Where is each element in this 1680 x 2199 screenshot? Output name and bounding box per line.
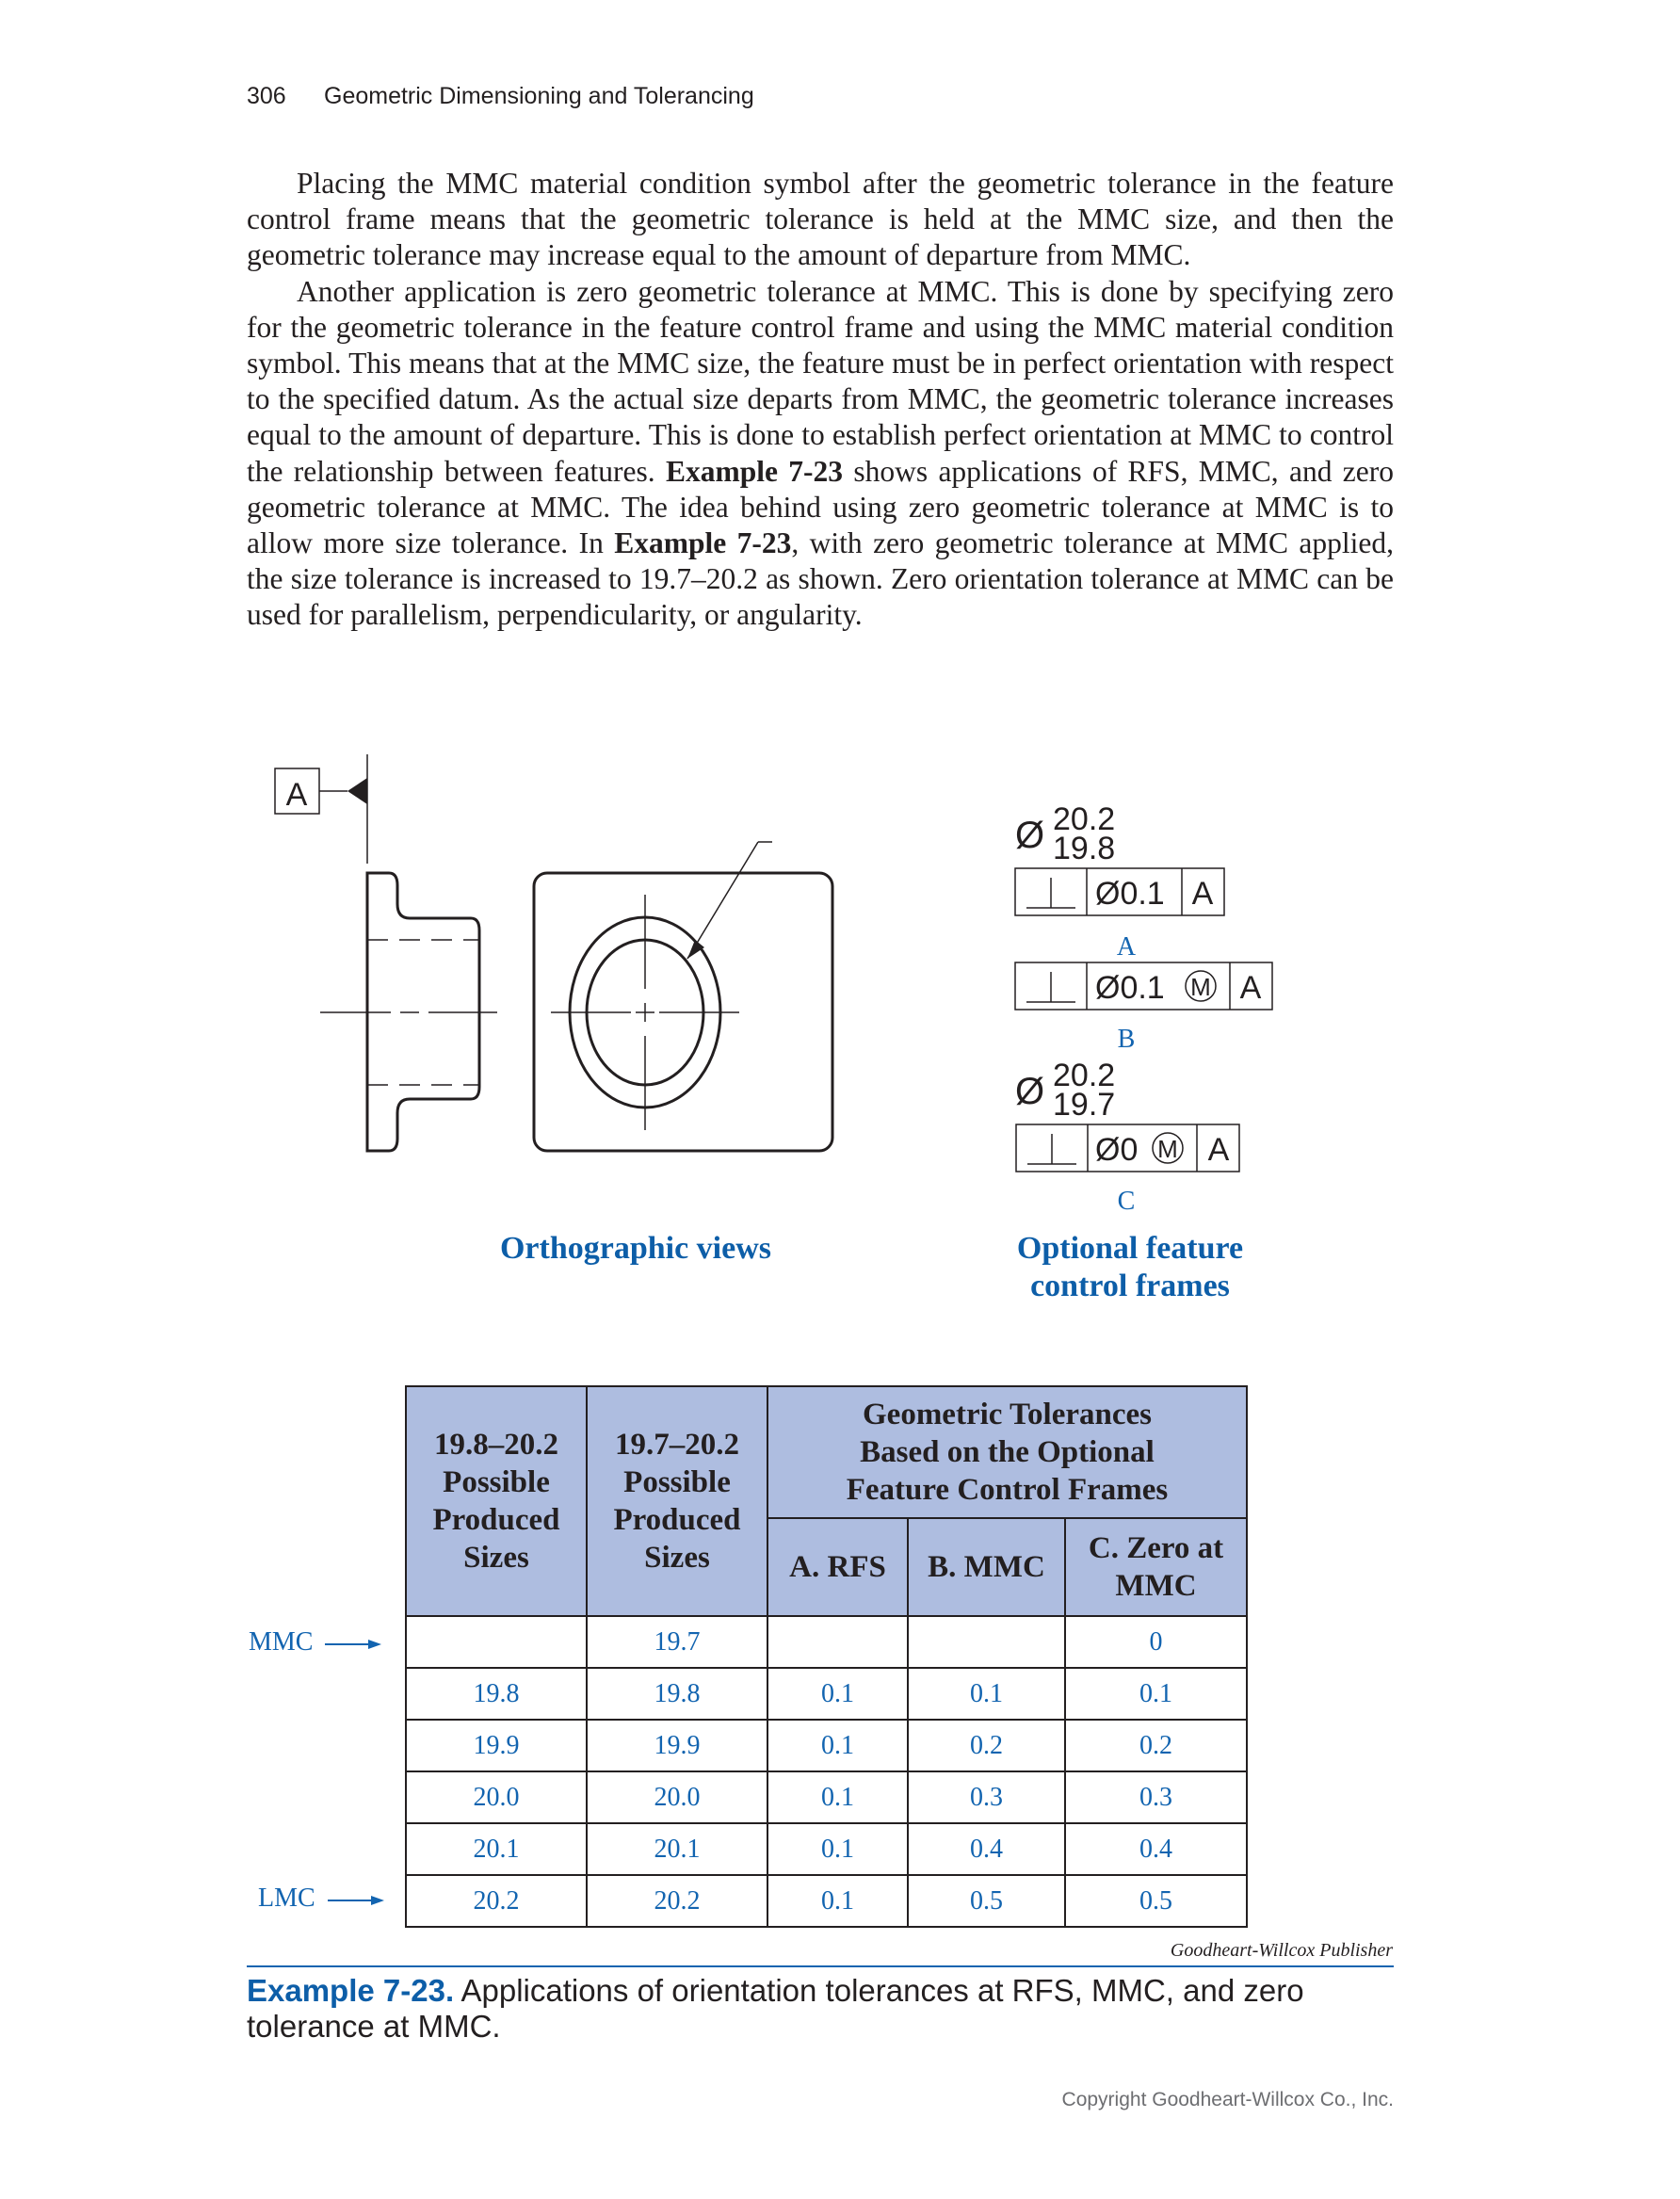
tolerance-table xyxy=(405,1385,1248,1928)
svg-text:Ø0.1: Ø0.1 xyxy=(1095,970,1165,1006)
table-row: 20.0 20.0 0.1 0.3 0.3 xyxy=(406,1771,1247,1823)
example-reference: Example 7-23 xyxy=(665,454,844,488)
mmc-side-label: MMC xyxy=(249,1627,381,1657)
header-rfs: A. RFS xyxy=(767,1518,908,1616)
lmc-side-label: LMC xyxy=(258,1884,384,1914)
header-zero-at-mmc: C. Zero at MMC xyxy=(1065,1518,1247,1616)
arrow-right-icon xyxy=(325,1638,381,1651)
frame-label-c: C xyxy=(1117,1187,1136,1216)
header-col2: 19.7–20.2 Possible Produced Sizes xyxy=(587,1386,767,1616)
copyright-footer: Copyright Goodheart-Willcox Co., Inc. xyxy=(1061,2089,1394,2110)
paragraph-1: Placing the MMC material condition symbol after the geometric tolerance in the feature control frame means that the geometric tolerance is held at the MMC size, and then the geometric tolerance may increase equal to the amount of departure from MMC. xyxy=(247,167,1394,272)
caption-orthographic-views: Orthographic views xyxy=(499,1231,772,1266)
feature-control-frames xyxy=(1015,801,1272,1172)
size-dimension-1 xyxy=(1015,801,1115,866)
example-reference: Example 7-23 xyxy=(614,526,792,560)
datum-feature-symbol xyxy=(275,754,367,864)
svg-text:M: M xyxy=(1157,1135,1178,1163)
table-row: 19.7 0 xyxy=(406,1616,1247,1668)
front-view xyxy=(534,842,832,1151)
svg-text:A: A xyxy=(1191,876,1214,912)
figure-caption xyxy=(247,1973,1394,2045)
svg-text:A: A xyxy=(1239,970,1262,1006)
perpendicularity-icon xyxy=(1026,878,1075,908)
header-group: Geometric Tolerances Based on the Optional Feature Control Frames xyxy=(767,1386,1247,1518)
table-row: 20.2 20.2 0.1 0.5 0.5 xyxy=(406,1875,1247,1927)
feature-control-frame-c xyxy=(1016,1124,1239,1172)
table-row: 20.1 20.1 0.1 0.4 0.4 xyxy=(406,1823,1247,1875)
svg-text:20.2: 20.2 xyxy=(1053,1058,1116,1093)
table-row: 19.8 19.8 0.1 0.1 0.1 xyxy=(406,1668,1247,1720)
svg-text:Ø0: Ø0 xyxy=(1095,1132,1139,1168)
svg-text:20.2: 20.2 xyxy=(1053,801,1116,837)
arrow-right-icon xyxy=(328,1894,384,1907)
size-dimension-2 xyxy=(1015,1058,1115,1123)
diameter-symbol: Ø xyxy=(1015,1071,1045,1112)
side-view xyxy=(320,873,497,1151)
perpendicularity-icon xyxy=(1026,972,1075,1002)
feature-control-frame-a xyxy=(1015,868,1224,915)
header-col1: 19.8–20.2 Possible Produced Sizes xyxy=(406,1386,587,1616)
frame-label-b: B xyxy=(1117,1025,1136,1054)
svg-text:Ø0.1: Ø0.1 xyxy=(1095,876,1165,912)
diameter-symbol: Ø xyxy=(1015,815,1045,856)
table-row: 19.9 19.9 0.1 0.2 0.2 xyxy=(406,1720,1247,1771)
perpendicularity-icon xyxy=(1027,1134,1076,1164)
page-number: 306 xyxy=(247,83,286,109)
caption-number: Example 7-23. xyxy=(247,1973,455,2008)
svg-text:19.7: 19.7 xyxy=(1053,1087,1116,1123)
header-mmc: B. MMC xyxy=(908,1518,1065,1616)
caption-text: Applications of orientation tolerances at RFS, MMC, and zero tolerance at MMC. xyxy=(247,1973,1304,2044)
svg-text:M: M xyxy=(1190,973,1211,1001)
caption-feature-control-frames: Optional feature control frames xyxy=(1016,1231,1244,1303)
svg-text:19.8: 19.8 xyxy=(1053,831,1116,866)
caption-divider xyxy=(247,1965,1394,1967)
paragraph-2: Another application is zero geometric tolerance at MMC. This is done by specifying zero for the geometric tolerance in the feature control frame and using the MMC material condition symbol. This means that at the MMC size, the feature must be in perfect orientation with respect to the specified datum. As the actual size departs from MMC, the geometric tolerance increases equal to the amount of departure. This is done to establish perfect orientation at MMC to control the relationship between features. Example 7-23 shows applications of RFS, MMC, and zero geometric tolerance at MMC. The idea behind using zero geometric tolerance at MMC is to allow more size tolerance. In Example 7-23, with zero geometric tolerance at MMC applied, the size tolerance is increased to 19.7–20.2 as shown. Zero orientation tolerance at MMC can be used for parallelism, perpendicularity, or angularity. xyxy=(247,274,1394,632)
svg-text:A: A xyxy=(285,777,308,813)
running-title: Geometric Dimensioning and Tolerancing xyxy=(324,83,754,109)
figure-credit: Goodheart-Willcox Publisher xyxy=(1170,1940,1393,1961)
feature-control-frame-b xyxy=(1015,962,1272,1010)
frame-label-a: A xyxy=(1116,932,1137,962)
svg-text:A: A xyxy=(1207,1132,1230,1168)
